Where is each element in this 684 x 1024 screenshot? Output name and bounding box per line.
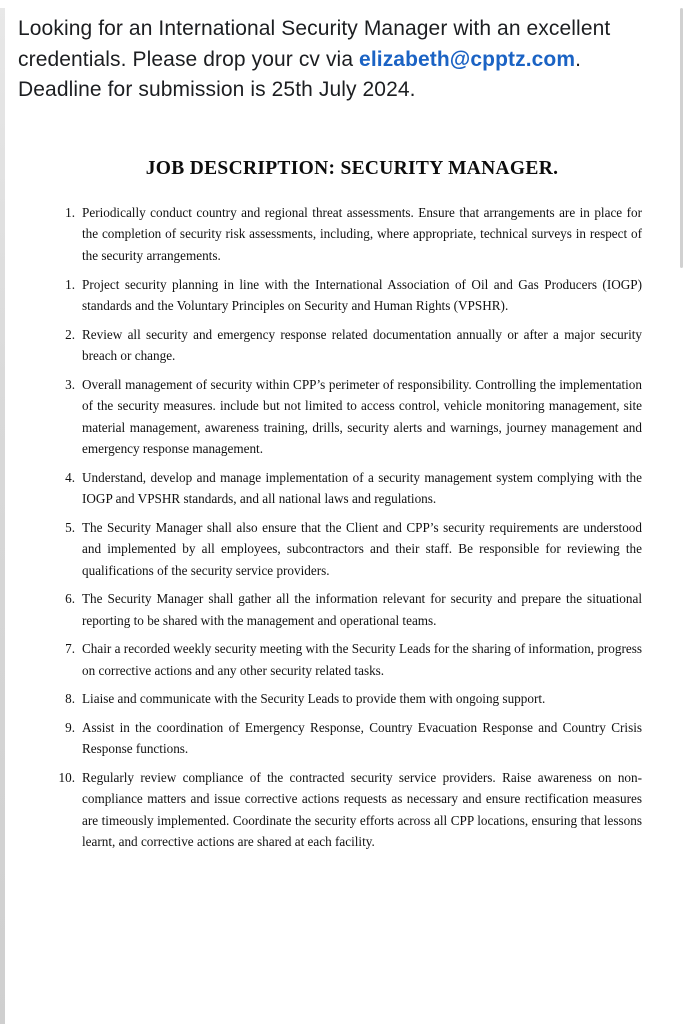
- list-item-text: Liaise and communicate with the Security Leads to provide them with ongoing support.: [82, 691, 546, 707]
- top-partial-text-sliver: [14, 0, 134, 4]
- list-item-number: 1.: [65, 276, 75, 292]
- list-item-number: 9.: [65, 719, 75, 735]
- responsibilities-list: [56, 202, 642, 853]
- post-text-after-link: . Deadline for submission is 25th July 2024.: [18, 47, 582, 102]
- list-item-number: 7.: [65, 641, 75, 657]
- list-item: [56, 688, 642, 710]
- list-item-number: 4.: [65, 469, 75, 485]
- list-item: [56, 717, 642, 760]
- list-item: [56, 324, 642, 367]
- email-link[interactable]: elizabeth@cpptz.com: [359, 47, 576, 71]
- list-item-text: Periodically conduct country and regional threat assessments. Ensure that arrangements are in place for the completion of security risk assessments, including, where appropriate, technical surveys in respect of the security arrangements.: [82, 204, 642, 263]
- list-item-text: Project security planning in line with the International Association of Oil and Gas Producers (IOGP) standards and the Voluntary Principles on Security and Human Rights (VPSHR).: [82, 276, 642, 314]
- list-item: [56, 374, 642, 460]
- list-item-number: 8.: [65, 691, 75, 707]
- list-item-text: Understand, develop and manage implementation of a security management system complying with the IOGP and VPSHR standards, and all national laws and regulations.: [82, 469, 642, 507]
- list-item-number: 2.: [65, 326, 75, 342]
- list-item-text: Regularly review compliance of the contracted security service providers. Raise awareness on non-compliance matters and issue corrective actions requests as necessary and ensure rectification measures are timeously implemented. Coordinate the security efforts across all CPP locations, ensuring that lessons learnt, and corrective actions are shared at each facility.: [82, 769, 642, 850]
- list-item-text: Overall management of security within CPP’s perimeter of responsibility. Controlling the implementation of the security measures. include but not limited to access control, vehicle monitoring management, site material management, awareness training, drills, security alerts and warnings, journey management and emergency response management.: [82, 376, 642, 457]
- list-item-number: 1.: [65, 204, 75, 220]
- post-text-before-link: Looking for an International Security Manager with an excellent credentials. Please drop your cv via: [18, 17, 611, 71]
- list-item: [56, 202, 642, 267]
- job-description-image[interactable]: [0, 158, 684, 880]
- list-item-number: 6.: [65, 591, 75, 607]
- list-item-number: 3.: [65, 376, 75, 392]
- list-item-text: Assist in the coordination of Emergency Response, Country Evacuation Response and Country Crisis Response functions.: [82, 719, 642, 757]
- list-item-number: 10.: [58, 769, 75, 785]
- list-item-number: 5.: [65, 519, 75, 535]
- list-item: [56, 588, 642, 631]
- list-item-text: Chair a recorded weekly security meeting with the Security Leads for the sharing of information, progress on corrective actions and any other security related tasks.: [82, 641, 642, 678]
- list-item: [56, 517, 642, 582]
- list-item-text: The Security Manager shall gather all the information relevant for security and prepare the situational reporting to be shared with the management and operational teams.: [82, 591, 642, 628]
- scrollbar[interactable]: [680, 8, 683, 268]
- post-body: [0, 0, 684, 106]
- left-edge-decoration: [0, 0, 5, 1024]
- list-item: [56, 767, 642, 853]
- list-item: [56, 467, 642, 510]
- list-item: [56, 274, 642, 317]
- doc-title: JOB DESCRIPTION: SECURITY MANAGER.: [145, 157, 559, 179]
- list-item: [56, 638, 642, 681]
- list-item-text: The Security Manager shall also ensure that the Client and CPP’s security requirements are understood and implemented by all employees, subcontractors and their staff. Be responsible for reviewing the qualifications of the security service providers.: [82, 519, 642, 578]
- list-item-text: Review all security and emergency response related documentation annually or after a major security breach or change.: [82, 326, 642, 364]
